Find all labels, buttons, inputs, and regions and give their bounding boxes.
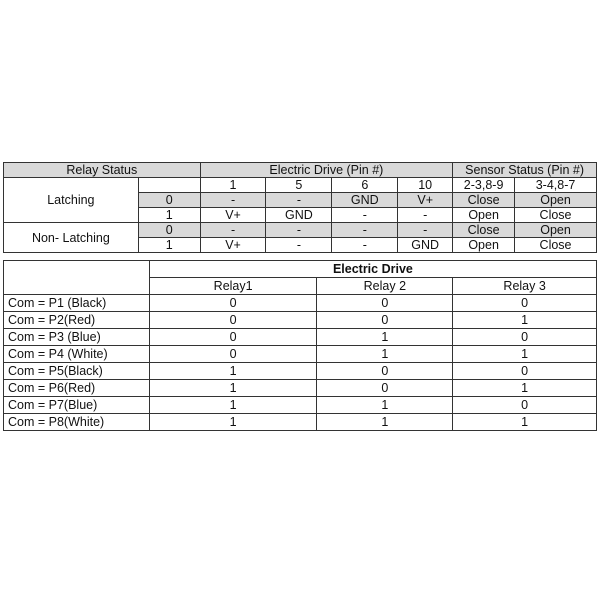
row-label: Com = P8(White) <box>4 414 150 431</box>
row-label: Com = P2(Red) <box>4 312 150 329</box>
sensor-value: Close <box>515 238 597 253</box>
table-row <box>4 397 597 414</box>
sensor-value: Open <box>453 208 515 223</box>
row-label: Com = P3 (Blue) <box>4 329 150 346</box>
sensor-value: Close <box>515 208 597 223</box>
cell-value: 0 <box>149 295 317 312</box>
sensor-pin-header: 3-4,8-7 <box>515 178 597 193</box>
row-label: Com = P1 (Black) <box>4 295 150 312</box>
sensor-value: Open <box>453 238 515 253</box>
cell-value: 0 <box>317 380 453 397</box>
sensor-value: Open <box>515 193 597 208</box>
state-cell: 0 <box>138 223 200 238</box>
pin-value: - <box>200 193 266 208</box>
cell-value: 1 <box>149 414 317 431</box>
electric-drive-table <box>3 260 597 431</box>
cell-value: 1 <box>317 329 453 346</box>
group-label-latching: Latching <box>4 178 139 223</box>
cell-value: 1 <box>453 380 597 397</box>
pin-value: - <box>266 223 332 238</box>
cell-value: 0 <box>317 295 453 312</box>
pin-value: GND <box>398 238 453 253</box>
blank-corner-cell <box>4 261 150 295</box>
electric-drive-title: Electric Drive <box>149 261 596 278</box>
cell-value: 1 <box>317 346 453 363</box>
row-label: Com = P4 (White) <box>4 346 150 363</box>
cell-value: 1 <box>453 312 597 329</box>
column-header: Relay 3 <box>453 278 597 295</box>
pin-value: GND <box>266 208 332 223</box>
table2-title-row <box>4 261 597 278</box>
cell-value: 0 <box>453 295 597 312</box>
sensor-value: Close <box>453 223 515 238</box>
sensor-pin-header: 2-3,8-9 <box>453 178 515 193</box>
cell-value: 1 <box>149 363 317 380</box>
sensor-status-header: Sensor Status (Pin #) <box>453 163 597 178</box>
pin-value: - <box>200 223 266 238</box>
table1-pin-row <box>4 178 597 193</box>
cell-value: 0 <box>453 329 597 346</box>
cell-value: 0 <box>317 312 453 329</box>
pin-value: GND <box>332 193 398 208</box>
pin-header: 10 <box>398 178 453 193</box>
pin-header: 5 <box>266 178 332 193</box>
pin-value: - <box>398 223 453 238</box>
cell-value: 0 <box>149 312 317 329</box>
table-row <box>4 223 597 238</box>
state-cell: 1 <box>138 208 200 223</box>
pin-value: - <box>266 238 332 253</box>
pin-value: V+ <box>200 238 266 253</box>
table-row <box>4 329 597 346</box>
table-row <box>4 380 597 397</box>
cell-value: 0 <box>453 397 597 414</box>
table-row <box>4 295 597 312</box>
sensor-value: Open <box>515 223 597 238</box>
cell-value: 0 <box>149 329 317 346</box>
cell-value: 1 <box>317 414 453 431</box>
cell-value: 1 <box>149 397 317 414</box>
electric-drive-header: Electric Drive (Pin #) <box>200 163 453 178</box>
pin-header: 6 <box>332 178 398 193</box>
pin-value: - <box>332 208 398 223</box>
relay-status-table <box>3 162 597 253</box>
cell-value: 1 <box>149 380 317 397</box>
cell-value: 1 <box>453 346 597 363</box>
pin-value: - <box>398 208 453 223</box>
table-row <box>4 363 597 380</box>
table-row <box>4 312 597 329</box>
column-header: Relay 2 <box>317 278 453 295</box>
table-row <box>4 414 597 431</box>
cell-value: 0 <box>317 363 453 380</box>
sensor-value: Close <box>453 193 515 208</box>
pin-value: - <box>266 193 332 208</box>
state-cell: 1 <box>138 238 200 253</box>
cell-value: 0 <box>453 363 597 380</box>
pin-value: - <box>332 238 398 253</box>
cell-value: 1 <box>317 397 453 414</box>
column-header: Relay1 <box>149 278 317 295</box>
state-cell: 0 <box>138 193 200 208</box>
row-label: Com = P5(Black) <box>4 363 150 380</box>
cell-value: 0 <box>149 346 317 363</box>
cell-value: 1 <box>453 414 597 431</box>
row-label: Com = P6(Red) <box>4 380 150 397</box>
row-label: Com = P7(Blue) <box>4 397 150 414</box>
pin-header: 1 <box>200 178 266 193</box>
pin-value: - <box>332 223 398 238</box>
table-row <box>4 346 597 363</box>
pin-value: V+ <box>200 208 266 223</box>
pin-value: V+ <box>398 193 453 208</box>
relay-status-header: Relay Status <box>4 163 201 178</box>
group-label-non-latching: Non- Latching <box>4 223 139 253</box>
blank-cell <box>138 178 200 193</box>
table1-header-row <box>4 163 597 178</box>
